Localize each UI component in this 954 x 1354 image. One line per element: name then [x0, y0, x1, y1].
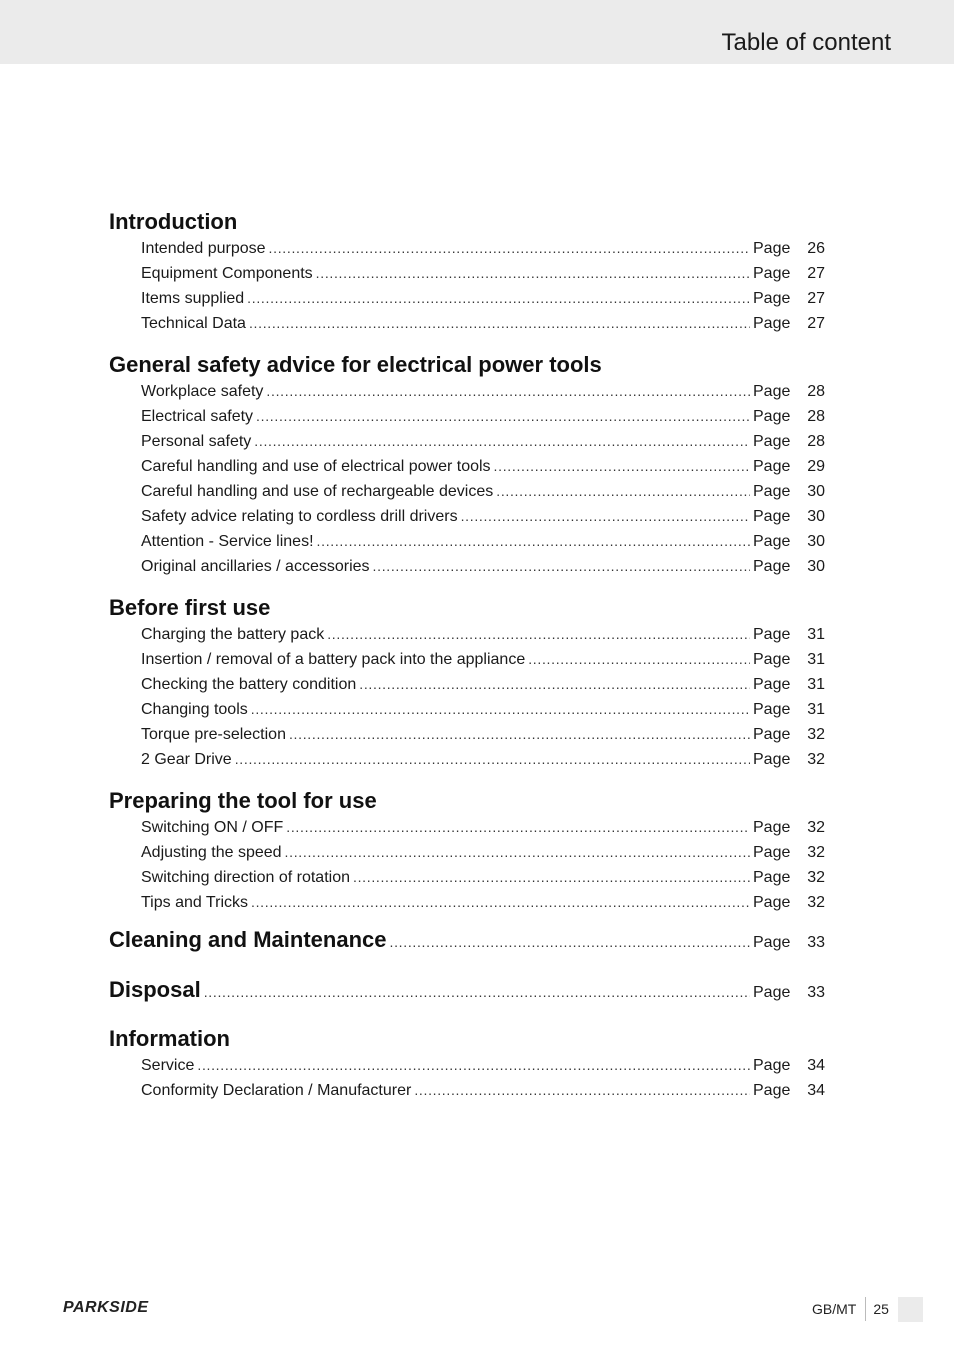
toc-entry[interactable] [109, 236, 825, 261]
entry-label: Workplace safety [141, 383, 264, 400]
section-title: Before first use [109, 595, 271, 620]
entry-label: Personal safety [141, 433, 252, 450]
entry-label: Careful handling and use of rechargeable devices [141, 483, 494, 500]
page-word: Page [753, 533, 791, 550]
page-number: 32 [807, 751, 825, 768]
page-number: 31 [807, 651, 825, 668]
dot-leader [373, 554, 750, 579]
table-of-contents [109, 208, 825, 1118]
page-title: Table of content [721, 29, 891, 56]
entry-label: Equipment Components [141, 265, 313, 282]
footer-page-info [812, 1297, 923, 1321]
page-number: 27 [807, 290, 825, 307]
dot-leader [494, 454, 750, 479]
language-code: GB/MT [812, 1301, 857, 1317]
dot-leader [289, 722, 750, 747]
dot-leader [528, 647, 750, 672]
page-word: Page [753, 701, 791, 718]
page-number: 30 [807, 483, 825, 500]
page-word: Page [753, 934, 791, 951]
toc-entry[interactable] [109, 890, 825, 915]
page-number: 32 [807, 726, 825, 743]
page-word: Page [753, 558, 791, 575]
page-number: 27 [807, 315, 825, 332]
page-word: Page [753, 1082, 791, 1099]
entry-label: Items supplied [141, 290, 245, 307]
entry-label: Original ancillaries / accessories [141, 558, 370, 575]
dot-leader [235, 747, 750, 772]
dot-leader [317, 529, 750, 554]
section-title: Preparing the tool for use [109, 788, 377, 813]
entry-label: Careful handling and use of electrical power tools [141, 458, 491, 475]
page-number: 28 [807, 383, 825, 400]
toc-entry[interactable] [109, 529, 825, 554]
entry-label: Checking the battery condition [141, 676, 357, 693]
page-word: Page [753, 844, 791, 861]
entry-label: Disposal [109, 977, 201, 1002]
dot-leader [353, 865, 750, 890]
page-word: Page [753, 433, 791, 450]
dot-leader [496, 479, 750, 504]
dot-leader [197, 1053, 750, 1078]
page-word: Page [753, 315, 791, 332]
section-title: Information [109, 1026, 230, 1051]
entry-label: Insertion / removal of a battery pack into the appliance [141, 651, 526, 668]
entry-label: Switching direction of rotation [141, 869, 350, 886]
entry-label: Switching ON / OFF [141, 819, 284, 836]
entry-label: Attention - Service lines! [141, 533, 314, 550]
toc-entry[interactable] [109, 815, 825, 840]
toc-entry[interactable] [109, 1053, 825, 1078]
page-word: Page [753, 483, 791, 500]
toc-entry-disposal[interactable] [109, 965, 825, 1015]
toc-entry[interactable] [109, 504, 825, 529]
page-number: 28 [807, 408, 825, 425]
page-number: 29 [807, 458, 825, 475]
page-word: Page [753, 408, 791, 425]
dot-leader [327, 622, 750, 647]
section-title: Introduction [109, 209, 238, 234]
page-number: 32 [807, 844, 825, 861]
page-word: Page [753, 1057, 791, 1074]
toc-entry[interactable] [109, 379, 825, 404]
toc-entry[interactable] [109, 429, 825, 454]
toc-entry[interactable] [109, 554, 825, 579]
section-title: General safety advice for electrical power tools [109, 352, 602, 377]
page-word: Page [753, 984, 791, 1001]
page-number: 27 [807, 265, 825, 282]
entry-label: Safety advice relating to cordless drill drivers [141, 508, 458, 525]
toc-entry[interactable] [109, 404, 825, 429]
page-word: Page [753, 458, 791, 475]
dot-leader [266, 379, 750, 404]
page-number: 26 [807, 240, 825, 257]
toc-entry[interactable] [109, 454, 825, 479]
page-word: Page [753, 265, 791, 282]
entry-label: Cleaning and Maintenance [109, 927, 387, 952]
entry-label: Adjusting the speed [141, 844, 282, 861]
toc-entry[interactable] [109, 747, 825, 772]
page-number: 32 [807, 894, 825, 911]
toc-entry[interactable] [109, 1078, 825, 1103]
toc-section-information [109, 1025, 825, 1103]
page-word: Page [753, 819, 791, 836]
entry-label: Torque pre-selection [141, 726, 286, 743]
page-number: 30 [807, 508, 825, 525]
toc-entry-cleaning[interactable] [109, 915, 825, 965]
dot-leader [285, 840, 750, 865]
toc-section-before-first-use [109, 594, 825, 772]
dot-leader [204, 967, 750, 1017]
page-word: Page [753, 651, 791, 668]
page-word: Page [753, 290, 791, 307]
toc-section-introduction [109, 208, 825, 336]
page-number: 28 [807, 433, 825, 450]
page-number: 33 [807, 934, 825, 951]
brand-logo: PARKSIDE [63, 1299, 149, 1316]
page-number: 32 [807, 819, 825, 836]
page-number: 34 [807, 1057, 825, 1074]
toc-entry[interactable] [109, 311, 825, 336]
dot-leader [254, 429, 750, 454]
entry-label: Charging the battery pack [141, 626, 325, 643]
page-number: 31 [807, 701, 825, 718]
page-word: Page [753, 726, 791, 743]
dot-leader [249, 311, 750, 336]
page-number: 34 [807, 1082, 825, 1099]
dot-leader [390, 917, 751, 967]
page-word: Page [753, 240, 791, 257]
dot-leader [251, 890, 750, 915]
page-number: 32 [807, 869, 825, 886]
page-word: Page [753, 894, 791, 911]
dot-leader [247, 286, 750, 311]
page-word: Page [753, 626, 791, 643]
dot-leader [359, 672, 750, 697]
page-number: 30 [807, 558, 825, 575]
entry-label: Service [141, 1057, 195, 1074]
toc-entry[interactable] [109, 722, 825, 747]
toc-entry[interactable] [109, 622, 825, 647]
entry-label: Intended purpose [141, 240, 266, 257]
dot-leader [461, 504, 750, 529]
page-word: Page [753, 383, 791, 400]
page-word: Page [753, 676, 791, 693]
toc-section-preparing-tool [109, 787, 825, 915]
page-number: 31 [807, 676, 825, 693]
page-number: 30 [807, 533, 825, 550]
page-number: 31 [807, 626, 825, 643]
dot-leader [316, 261, 750, 286]
entry-label: Technical Data [141, 315, 246, 332]
page-number: 33 [807, 984, 825, 1001]
entry-label: Tips and Tricks [141, 894, 248, 911]
entry-label: Electrical safety [141, 408, 254, 425]
entry-label: Conformity Declaration / Manufacturer [141, 1082, 412, 1099]
page-word: Page [753, 869, 791, 886]
toc-section-safety-advice [109, 351, 825, 579]
dot-leader [286, 815, 750, 840]
dot-leader [414, 1078, 750, 1103]
toc-entry[interactable] [109, 647, 825, 672]
footer-tab-marker [898, 1297, 923, 1322]
entry-label: 2 Gear Drive [141, 751, 232, 768]
page-word: Page [753, 751, 791, 768]
dot-leader [251, 697, 750, 722]
toc-entry[interactable] [109, 697, 825, 722]
entry-label: Changing tools [141, 701, 248, 718]
page-word: Page [753, 508, 791, 525]
toc-entry[interactable] [109, 286, 825, 311]
toc-entry[interactable] [109, 840, 825, 865]
dot-leader [256, 404, 750, 429]
toc-entry[interactable] [109, 865, 825, 890]
page-number-footer: 25 [873, 1301, 889, 1317]
toc-entry[interactable] [109, 672, 825, 697]
toc-entry[interactable] [109, 261, 825, 286]
dot-leader [269, 236, 750, 261]
toc-entry[interactable] [109, 479, 825, 504]
